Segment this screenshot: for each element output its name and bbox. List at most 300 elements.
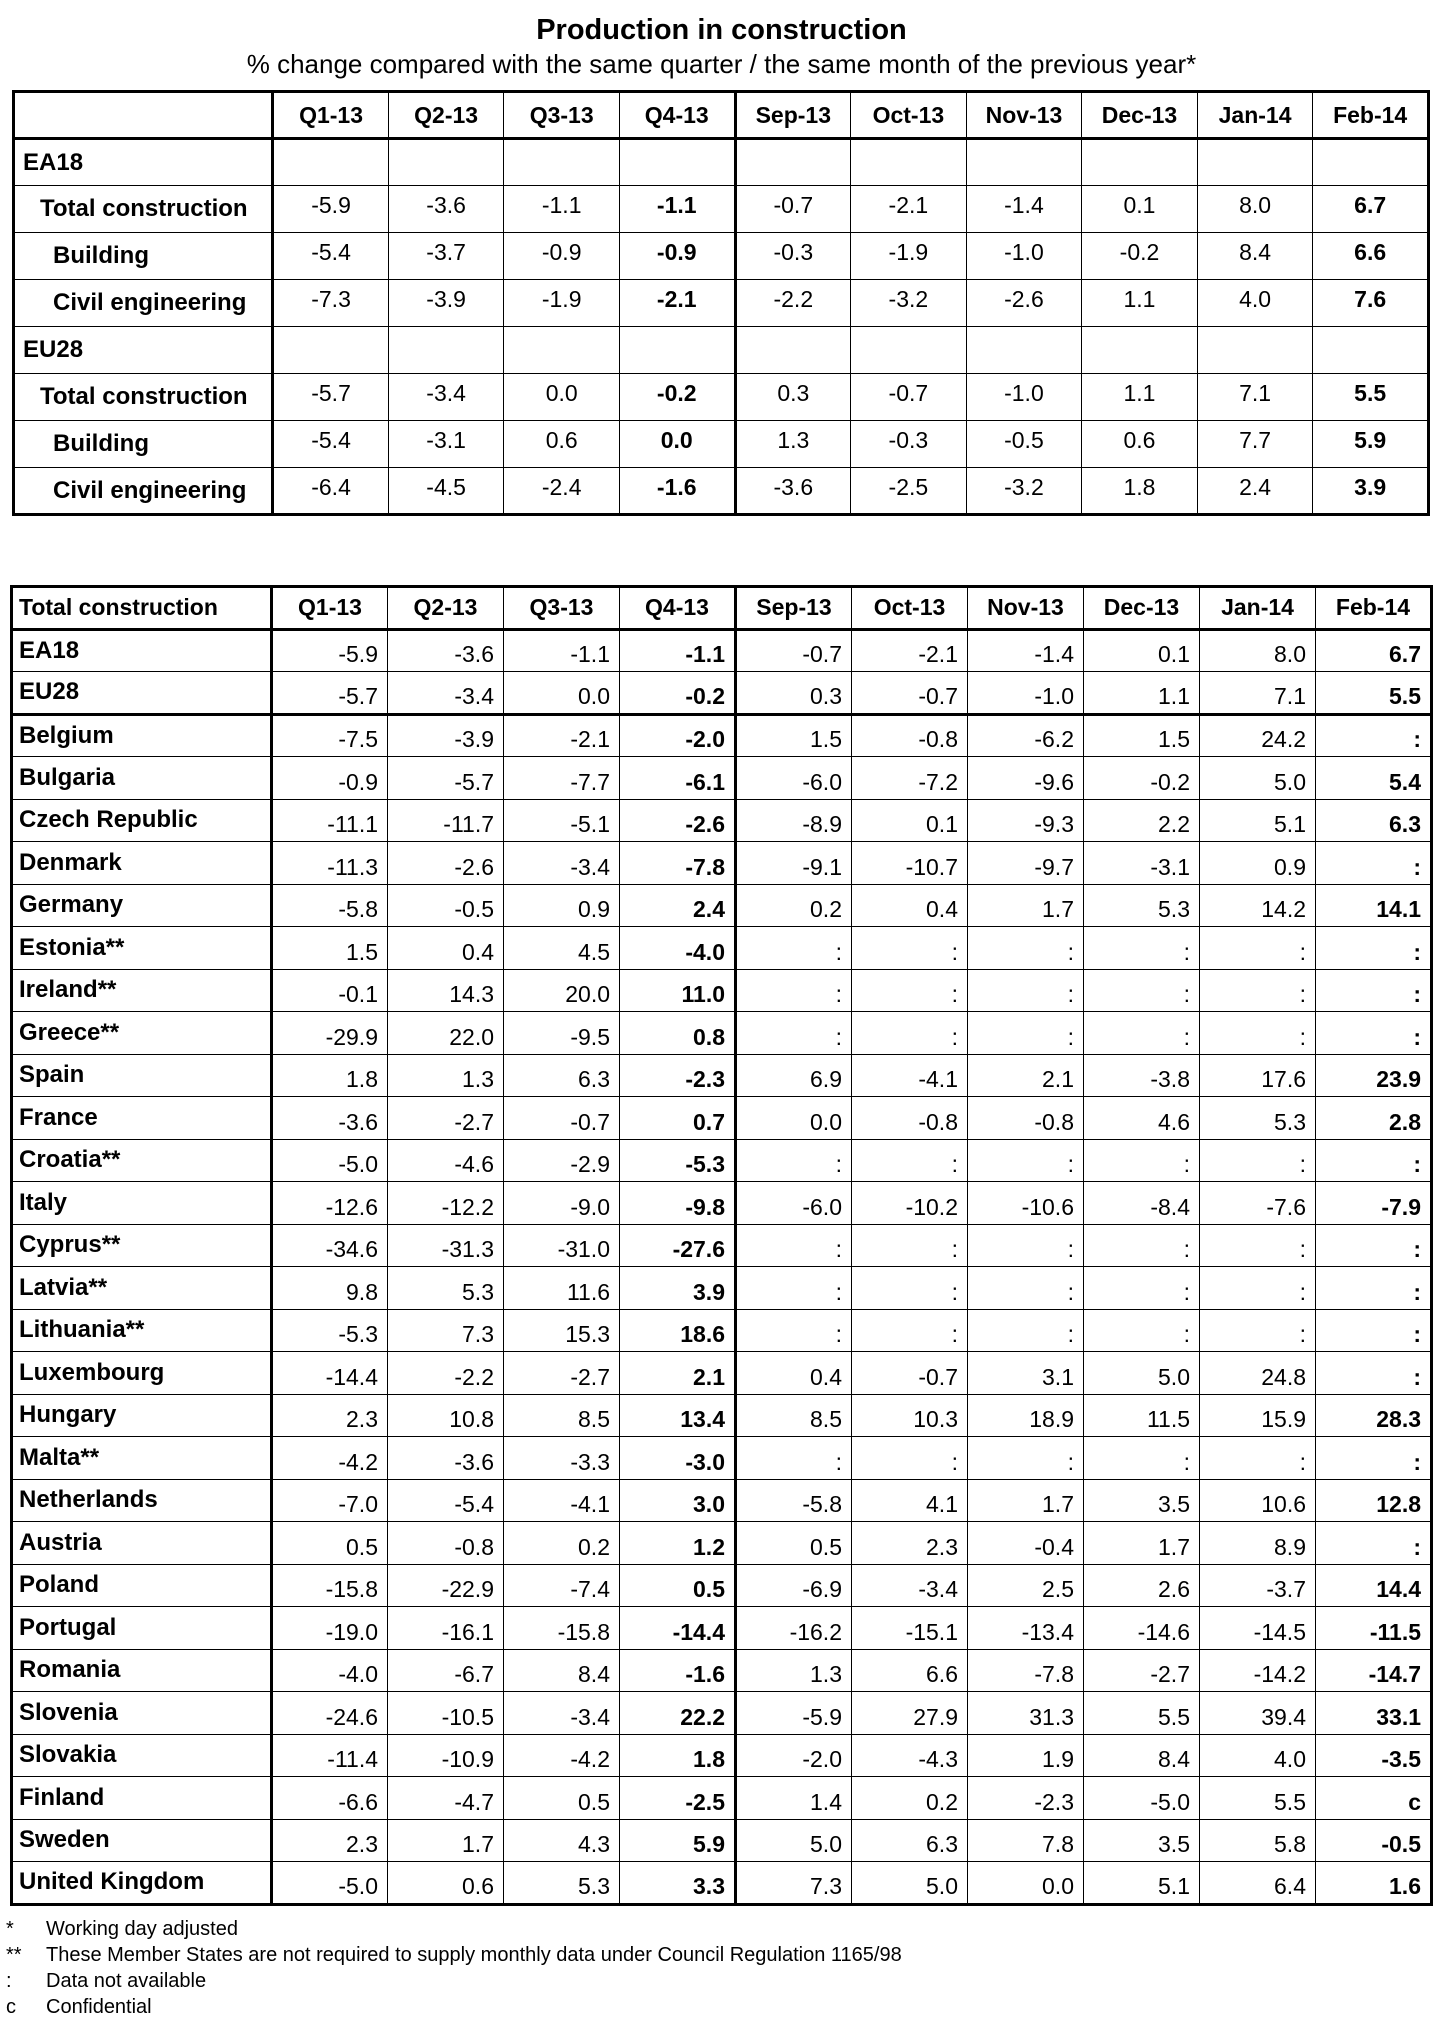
country-value-cell: : bbox=[1316, 927, 1432, 970]
countries-col-header: Q4-13 bbox=[620, 587, 736, 630]
table-row bbox=[12, 1352, 1432, 1395]
country-value-cell: -6.0 bbox=[736, 1182, 852, 1225]
country-value-cell: -5.3 bbox=[620, 1139, 736, 1182]
summary-value-cell: -5.9 bbox=[273, 186, 389, 233]
summary-empty-cell bbox=[619, 327, 735, 374]
country-value-cell: 1.8 bbox=[272, 1054, 388, 1097]
country-value-cell: -0.5 bbox=[1316, 1819, 1432, 1862]
summary-col-header: Q4-13 bbox=[619, 92, 735, 139]
summary-value-cell: -0.3 bbox=[735, 233, 851, 280]
summary-value-cell: 1.1 bbox=[1082, 374, 1198, 421]
country-value-cell: 18.6 bbox=[620, 1309, 736, 1352]
country-value-cell: -14.4 bbox=[620, 1607, 736, 1650]
country-value-cell: -14.2 bbox=[1200, 1649, 1316, 1692]
summary-value-cell: -3.2 bbox=[851, 280, 967, 327]
country-value-cell: -3.7 bbox=[1200, 1564, 1316, 1607]
summary-row bbox=[14, 374, 1429, 421]
country-value-cell: : bbox=[968, 1437, 1084, 1480]
summary-value-cell: 1.1 bbox=[1082, 280, 1198, 327]
table-row bbox=[12, 1097, 1432, 1140]
summary-value-cell: -3.6 bbox=[388, 186, 504, 233]
summary-empty-cell bbox=[1313, 327, 1429, 374]
country-value-cell: -14.5 bbox=[1200, 1607, 1316, 1650]
country-value-cell: -3.5 bbox=[1316, 1734, 1432, 1777]
summary-value-cell: 7.6 bbox=[1313, 280, 1429, 327]
summary-value-cell: -2.1 bbox=[619, 280, 735, 327]
country-value-cell: 14.3 bbox=[388, 969, 504, 1012]
country-value-cell: -0.8 bbox=[388, 1522, 504, 1565]
summary-row bbox=[14, 468, 1429, 515]
country-value-cell: 24.8 bbox=[1200, 1352, 1316, 1395]
footnote-text: Confidential bbox=[46, 1996, 152, 2018]
country-value-cell: 5.1 bbox=[1200, 799, 1316, 842]
country-value-cell: 5.0 bbox=[1200, 757, 1316, 800]
country-value-cell: 15.3 bbox=[504, 1309, 620, 1352]
country-value-cell: -11.3 bbox=[272, 842, 388, 885]
summary-empty-cell bbox=[966, 327, 1082, 374]
country-value-cell: -5.7 bbox=[272, 672, 388, 715]
summary-value-cell: 4.0 bbox=[1197, 280, 1313, 327]
country-value-cell: 1.2 bbox=[620, 1522, 736, 1565]
table-row bbox=[12, 1437, 1432, 1480]
summary-value-cell: 0.6 bbox=[1082, 421, 1198, 468]
summary-value-cell: -0.9 bbox=[619, 233, 735, 280]
countries-col-header: Q2-13 bbox=[388, 587, 504, 630]
country-name: Croatia** bbox=[12, 1139, 272, 1182]
country-value-cell: -7.8 bbox=[968, 1649, 1084, 1692]
country-value-cell: -2.5 bbox=[620, 1777, 736, 1820]
country-value-cell: 4.6 bbox=[1084, 1097, 1200, 1140]
country-value-cell: -7.4 bbox=[504, 1564, 620, 1607]
summary-value-cell: -4.5 bbox=[388, 468, 504, 515]
table-row bbox=[12, 1182, 1432, 1225]
country-value-cell: : bbox=[736, 1309, 852, 1352]
country-value-cell: : bbox=[1200, 1437, 1316, 1480]
country-value-cell: : bbox=[1200, 1309, 1316, 1352]
country-value-cell: -34.6 bbox=[272, 1224, 388, 1267]
country-value-cell: -11.7 bbox=[388, 799, 504, 842]
summary-col-header: Q2-13 bbox=[388, 92, 504, 139]
country-value-cell: 39.4 bbox=[1200, 1692, 1316, 1735]
country-value-cell: -6.9 bbox=[736, 1564, 852, 1607]
summary-group-row bbox=[14, 327, 1429, 374]
country-value-cell: 6.6 bbox=[852, 1649, 968, 1692]
summary-row-label: Building bbox=[14, 233, 273, 280]
table-row bbox=[12, 1054, 1432, 1097]
country-value-cell: 0.5 bbox=[272, 1522, 388, 1565]
summary-value-cell: 6.6 bbox=[1313, 233, 1429, 280]
country-value-cell: 4.5 bbox=[504, 927, 620, 970]
country-value-cell: 5.4 bbox=[1316, 757, 1432, 800]
table-row bbox=[12, 1777, 1432, 1820]
country-value-cell: -19.0 bbox=[272, 1607, 388, 1650]
country-value-cell: 1.9 bbox=[968, 1734, 1084, 1777]
summary-value-cell: -3.4 bbox=[388, 374, 504, 421]
country-value-cell: : bbox=[852, 1224, 968, 1267]
country-value-cell: -2.1 bbox=[852, 629, 968, 672]
summary-value-cell: -1.0 bbox=[966, 374, 1082, 421]
country-value-cell: -3.0 bbox=[620, 1437, 736, 1480]
country-value-cell: 2.3 bbox=[852, 1522, 968, 1565]
countries-header-row bbox=[12, 587, 1432, 630]
summary-value-cell: -1.9 bbox=[504, 280, 620, 327]
country-value-cell: : bbox=[1316, 714, 1432, 757]
country-value-cell: 5.3 bbox=[1084, 884, 1200, 927]
country-value-cell: -9.7 bbox=[968, 842, 1084, 885]
table-row bbox=[12, 1012, 1432, 1055]
summary-empty-cell bbox=[1197, 139, 1313, 186]
country-value-cell: 5.5 bbox=[1200, 1777, 1316, 1820]
country-value-cell: 3.5 bbox=[1084, 1479, 1200, 1522]
country-value-cell: -10.6 bbox=[968, 1182, 1084, 1225]
country-value-cell: 1.5 bbox=[736, 714, 852, 757]
summary-value-cell: 2.4 bbox=[1197, 468, 1313, 515]
country-value-cell: 12.8 bbox=[1316, 1479, 1432, 1522]
country-value-cell: 1.8 bbox=[620, 1734, 736, 1777]
table-row bbox=[12, 714, 1432, 757]
country-value-cell: : bbox=[1316, 1139, 1432, 1182]
table-row bbox=[12, 927, 1432, 970]
country-value-cell: 7.8 bbox=[968, 1819, 1084, 1862]
summary-value-cell: 7.7 bbox=[1197, 421, 1313, 468]
country-value-cell: 0.0 bbox=[736, 1097, 852, 1140]
country-value-cell: 2.6 bbox=[1084, 1564, 1200, 1607]
country-value-cell: -2.6 bbox=[388, 842, 504, 885]
countries-col-header: Sep-13 bbox=[736, 587, 852, 630]
summary-value-cell: -5.4 bbox=[273, 233, 389, 280]
country-value-cell: : bbox=[1200, 1267, 1316, 1310]
country-value-cell: -9.6 bbox=[968, 757, 1084, 800]
country-value-cell: -15.8 bbox=[272, 1564, 388, 1607]
country-value-cell: -4.7 bbox=[388, 1777, 504, 1820]
country-value-cell: : bbox=[852, 927, 968, 970]
country-value-cell: : bbox=[1200, 969, 1316, 1012]
country-value-cell: : bbox=[736, 1437, 852, 1480]
country-value-cell: 22.2 bbox=[620, 1692, 736, 1735]
country-value-cell: : bbox=[852, 1437, 968, 1480]
country-name: Germany bbox=[12, 884, 272, 927]
table-row bbox=[12, 1819, 1432, 1862]
country-value-cell: -4.6 bbox=[388, 1139, 504, 1182]
country-value-cell: : bbox=[852, 1012, 968, 1055]
country-value-cell: -0.1 bbox=[272, 969, 388, 1012]
table-row bbox=[12, 884, 1432, 927]
country-value-cell: : bbox=[736, 1267, 852, 1310]
country-name: Latvia** bbox=[12, 1267, 272, 1310]
summary-row bbox=[14, 186, 1429, 233]
country-value-cell: : bbox=[1084, 1309, 1200, 1352]
country-value-cell: 1.7 bbox=[968, 1479, 1084, 1522]
summary-value-cell: -3.6 bbox=[735, 468, 851, 515]
country-value-cell: : bbox=[1316, 1522, 1432, 1565]
country-value-cell: 14.1 bbox=[1316, 884, 1432, 927]
country-value-cell: -3.4 bbox=[388, 672, 504, 715]
country-value-cell: 0.3 bbox=[736, 672, 852, 715]
country-value-cell: 1.7 bbox=[968, 884, 1084, 927]
country-value-cell: -11.4 bbox=[272, 1734, 388, 1777]
summary-value-cell: -2.2 bbox=[735, 280, 851, 327]
country-value-cell: 1.1 bbox=[1084, 672, 1200, 715]
country-value-cell: 0.4 bbox=[736, 1352, 852, 1395]
country-value-cell: -2.3 bbox=[620, 1054, 736, 1097]
summary-empty-cell bbox=[273, 327, 389, 374]
country-name: Cyprus** bbox=[12, 1224, 272, 1267]
country-value-cell: -0.8 bbox=[968, 1097, 1084, 1140]
country-value-cell: 10.8 bbox=[388, 1394, 504, 1437]
summary-empty-cell bbox=[273, 139, 389, 186]
country-value-cell: -4.0 bbox=[272, 1649, 388, 1692]
countries-table bbox=[10, 585, 1433, 1906]
country-value-cell: -1.6 bbox=[620, 1649, 736, 1692]
country-value-cell: -4.2 bbox=[504, 1734, 620, 1777]
summary-row-label: Building bbox=[14, 421, 273, 468]
footnotes bbox=[6, 1916, 902, 2020]
summary-empty-cell bbox=[504, 327, 620, 374]
summary-value-cell: 8.4 bbox=[1197, 233, 1313, 280]
footnote-symbol: c bbox=[6, 1996, 16, 2018]
country-name: Malta** bbox=[12, 1437, 272, 1480]
country-value-cell: 4.3 bbox=[504, 1819, 620, 1862]
country-name: EU28 bbox=[12, 672, 272, 715]
summary-col-header: Q1-13 bbox=[273, 92, 389, 139]
country-value-cell: 18.9 bbox=[968, 1394, 1084, 1437]
summary-value-cell: 8.0 bbox=[1197, 186, 1313, 233]
country-value-cell: 5.0 bbox=[1084, 1352, 1200, 1395]
country-value-cell: 8.5 bbox=[736, 1394, 852, 1437]
country-name: Ireland** bbox=[12, 969, 272, 1012]
country-value-cell: -2.6 bbox=[620, 799, 736, 842]
country-value-cell: 0.5 bbox=[736, 1522, 852, 1565]
country-value-cell: : bbox=[736, 1139, 852, 1182]
country-value-cell: -0.5 bbox=[388, 884, 504, 927]
country-value-cell: -5.9 bbox=[272, 629, 388, 672]
country-name: United Kingdom bbox=[12, 1862, 272, 1905]
footnote-symbol: * bbox=[6, 1918, 14, 1940]
footnote bbox=[6, 1994, 902, 2020]
summary-row bbox=[14, 233, 1429, 280]
country-value-cell: -6.7 bbox=[388, 1649, 504, 1692]
country-value-cell: -5.0 bbox=[1084, 1777, 1200, 1820]
country-value-cell: : bbox=[1316, 1309, 1432, 1352]
country-value-cell: -14.4 bbox=[272, 1352, 388, 1395]
page-title: Production in construction bbox=[536, 14, 907, 46]
summary-value-cell: -3.1 bbox=[388, 421, 504, 468]
table-row bbox=[12, 1309, 1432, 1352]
country-value-cell: 5.3 bbox=[1200, 1097, 1316, 1140]
footnote bbox=[6, 1942, 902, 1968]
country-value-cell: 0.5 bbox=[620, 1564, 736, 1607]
table-row bbox=[12, 1267, 1432, 1310]
country-value-cell: 7.1 bbox=[1200, 672, 1316, 715]
summary-row bbox=[14, 421, 1429, 468]
country-value-cell: : bbox=[1200, 927, 1316, 970]
country-name: France bbox=[12, 1097, 272, 1140]
country-value-cell: 2.4 bbox=[620, 884, 736, 927]
country-value-cell: : bbox=[1200, 1012, 1316, 1055]
country-value-cell: -6.0 bbox=[736, 757, 852, 800]
summary-value-cell: 7.1 bbox=[1197, 374, 1313, 421]
country-value-cell: -4.0 bbox=[620, 927, 736, 970]
summary-value-cell: -5.7 bbox=[273, 374, 389, 421]
country-value-cell: 2.1 bbox=[620, 1352, 736, 1395]
summary-value-cell: -2.5 bbox=[851, 468, 967, 515]
summary-empty-cell bbox=[1082, 327, 1198, 374]
country-value-cell: : bbox=[1316, 1437, 1432, 1480]
summary-corner-cell bbox=[14, 92, 273, 139]
summary-col-header: Dec-13 bbox=[1082, 92, 1198, 139]
country-value-cell: 27.9 bbox=[852, 1692, 968, 1735]
countries-col-header: Q3-13 bbox=[504, 587, 620, 630]
table-row bbox=[12, 969, 1432, 1012]
country-value-cell: -0.7 bbox=[852, 1352, 968, 1395]
country-value-cell: -7.2 bbox=[852, 757, 968, 800]
country-value-cell: 24.2 bbox=[1200, 714, 1316, 757]
country-value-cell: -2.1 bbox=[504, 714, 620, 757]
country-value-cell: : bbox=[1200, 1139, 1316, 1182]
country-value-cell: -4.3 bbox=[852, 1734, 968, 1777]
table-row bbox=[12, 1139, 1432, 1182]
country-value-cell: -15.1 bbox=[852, 1607, 968, 1650]
summary-value-cell: 3.9 bbox=[1313, 468, 1429, 515]
country-name: Estonia** bbox=[12, 927, 272, 970]
country-value-cell: -27.6 bbox=[620, 1224, 736, 1267]
country-name: Slovenia bbox=[12, 1692, 272, 1735]
summary-value-cell: 1.3 bbox=[735, 421, 851, 468]
country-value-cell: : bbox=[968, 1224, 1084, 1267]
country-value-cell: : bbox=[736, 927, 852, 970]
country-value-cell: -3.1 bbox=[1084, 842, 1200, 885]
country-value-cell: -9.5 bbox=[504, 1012, 620, 1055]
footnote-text: These Member States are not required to supply monthly data under Council Regulation 1165/98 bbox=[46, 1944, 902, 1966]
country-value-cell: : bbox=[852, 1309, 968, 1352]
country-value-cell: 1.3 bbox=[388, 1054, 504, 1097]
country-value-cell: 2.5 bbox=[968, 1564, 1084, 1607]
country-value-cell: -22.9 bbox=[388, 1564, 504, 1607]
country-value-cell: -1.1 bbox=[620, 629, 736, 672]
country-value-cell: -5.4 bbox=[388, 1479, 504, 1522]
summary-value-cell: -5.4 bbox=[273, 421, 389, 468]
country-value-cell: 6.3 bbox=[504, 1054, 620, 1097]
footnote-symbol: : bbox=[6, 1970, 12, 1992]
countries-col-header: Nov-13 bbox=[968, 587, 1084, 630]
country-value-cell: 6.9 bbox=[736, 1054, 852, 1097]
country-value-cell: 2.8 bbox=[1316, 1097, 1432, 1140]
country-name: Romania bbox=[12, 1649, 272, 1692]
summary-value-cell: -7.3 bbox=[273, 280, 389, 327]
footnote-text: Working day adjusted bbox=[46, 1918, 238, 1940]
country-value-cell: -3.8 bbox=[1084, 1054, 1200, 1097]
footnote bbox=[6, 1916, 902, 1942]
country-value-cell: 0.4 bbox=[852, 884, 968, 927]
country-value-cell: -7.9 bbox=[1316, 1182, 1432, 1225]
country-value-cell: : bbox=[736, 1224, 852, 1267]
country-value-cell: -14.6 bbox=[1084, 1607, 1200, 1650]
country-value-cell: : bbox=[968, 927, 1084, 970]
country-value-cell: -4.1 bbox=[504, 1479, 620, 1522]
country-value-cell: : bbox=[1200, 1224, 1316, 1267]
country-value-cell: 6.7 bbox=[1316, 629, 1432, 672]
country-value-cell: : bbox=[1084, 927, 1200, 970]
summary-value-cell: 0.1 bbox=[1082, 186, 1198, 233]
country-value-cell: -7.0 bbox=[272, 1479, 388, 1522]
summary-value-cell: -0.2 bbox=[619, 374, 735, 421]
country-value-cell: -10.2 bbox=[852, 1182, 968, 1225]
summary-value-cell: 6.7 bbox=[1313, 186, 1429, 233]
country-value-cell: -1.0 bbox=[968, 672, 1084, 715]
summary-group-row bbox=[14, 139, 1429, 186]
summary-value-cell: -1.4 bbox=[966, 186, 1082, 233]
country-value-cell: : bbox=[1316, 1224, 1432, 1267]
summary-value-cell: -0.7 bbox=[735, 186, 851, 233]
country-value-cell: 8.4 bbox=[504, 1649, 620, 1692]
country-value-cell: : bbox=[1084, 1224, 1200, 1267]
summary-value-cell: 1.8 bbox=[1082, 468, 1198, 515]
country-value-cell: -15.8 bbox=[504, 1607, 620, 1650]
country-value-cell: 7.3 bbox=[736, 1862, 852, 1905]
summary-col-header: Oct-13 bbox=[851, 92, 967, 139]
country-value-cell: 0.6 bbox=[388, 1862, 504, 1905]
country-value-cell: -3.9 bbox=[388, 714, 504, 757]
summary-header-row bbox=[14, 92, 1429, 139]
page-subtitle: % change compared with the same quarter / the same month of the previous year* bbox=[246, 49, 1197, 79]
country-value-cell: -7.8 bbox=[620, 842, 736, 885]
country-value-cell: : bbox=[1316, 1012, 1432, 1055]
country-value-cell: 1.3 bbox=[736, 1649, 852, 1692]
summary-empty-cell bbox=[619, 139, 735, 186]
country-name: Hungary bbox=[12, 1394, 272, 1437]
summary-group-label: EA18 bbox=[14, 139, 273, 186]
country-value-cell: -16.1 bbox=[388, 1607, 504, 1650]
table-row bbox=[12, 1734, 1432, 1777]
country-value-cell: -0.9 bbox=[272, 757, 388, 800]
country-value-cell: 5.0 bbox=[852, 1862, 968, 1905]
country-value-cell: -1.4 bbox=[968, 629, 1084, 672]
country-value-cell: : bbox=[1316, 842, 1432, 885]
summary-row-label: Civil engineering bbox=[14, 468, 273, 515]
country-value-cell: 6.4 bbox=[1200, 1862, 1316, 1905]
summary-empty-cell bbox=[388, 327, 504, 374]
country-value-cell: 0.1 bbox=[852, 799, 968, 842]
country-value-cell: -3.4 bbox=[852, 1564, 968, 1607]
summary-value-cell: 5.5 bbox=[1313, 374, 1429, 421]
country-value-cell: 4.0 bbox=[1200, 1734, 1316, 1777]
country-value-cell: -3.3 bbox=[504, 1437, 620, 1480]
country-name: Italy bbox=[12, 1182, 272, 1225]
summary-row-label: Total construction bbox=[14, 374, 273, 421]
summary-empty-cell bbox=[388, 139, 504, 186]
summary-value-cell: -3.9 bbox=[388, 280, 504, 327]
country-value-cell: 13.4 bbox=[620, 1394, 736, 1437]
country-value-cell: -6.6 bbox=[272, 1777, 388, 1820]
country-value-cell: 2.3 bbox=[272, 1819, 388, 1862]
country-value-cell: 0.2 bbox=[504, 1522, 620, 1565]
summary-col-header: Feb-14 bbox=[1313, 92, 1429, 139]
country-value-cell: : bbox=[1316, 1352, 1432, 1395]
summary-col-header: Sep-13 bbox=[735, 92, 851, 139]
country-value-cell: -13.4 bbox=[968, 1607, 1084, 1650]
country-value-cell: 1.5 bbox=[1084, 714, 1200, 757]
country-value-cell: 4.1 bbox=[852, 1479, 968, 1522]
country-value-cell: 11.5 bbox=[1084, 1394, 1200, 1437]
country-name: Bulgaria bbox=[12, 757, 272, 800]
country-name: Czech Republic bbox=[12, 799, 272, 842]
country-value-cell: : bbox=[968, 1012, 1084, 1055]
country-value-cell: -5.1 bbox=[504, 799, 620, 842]
table-row bbox=[12, 1394, 1432, 1437]
country-value-cell: 0.0 bbox=[504, 672, 620, 715]
country-name: Luxembourg bbox=[12, 1352, 272, 1395]
country-value-cell: 22.0 bbox=[388, 1012, 504, 1055]
